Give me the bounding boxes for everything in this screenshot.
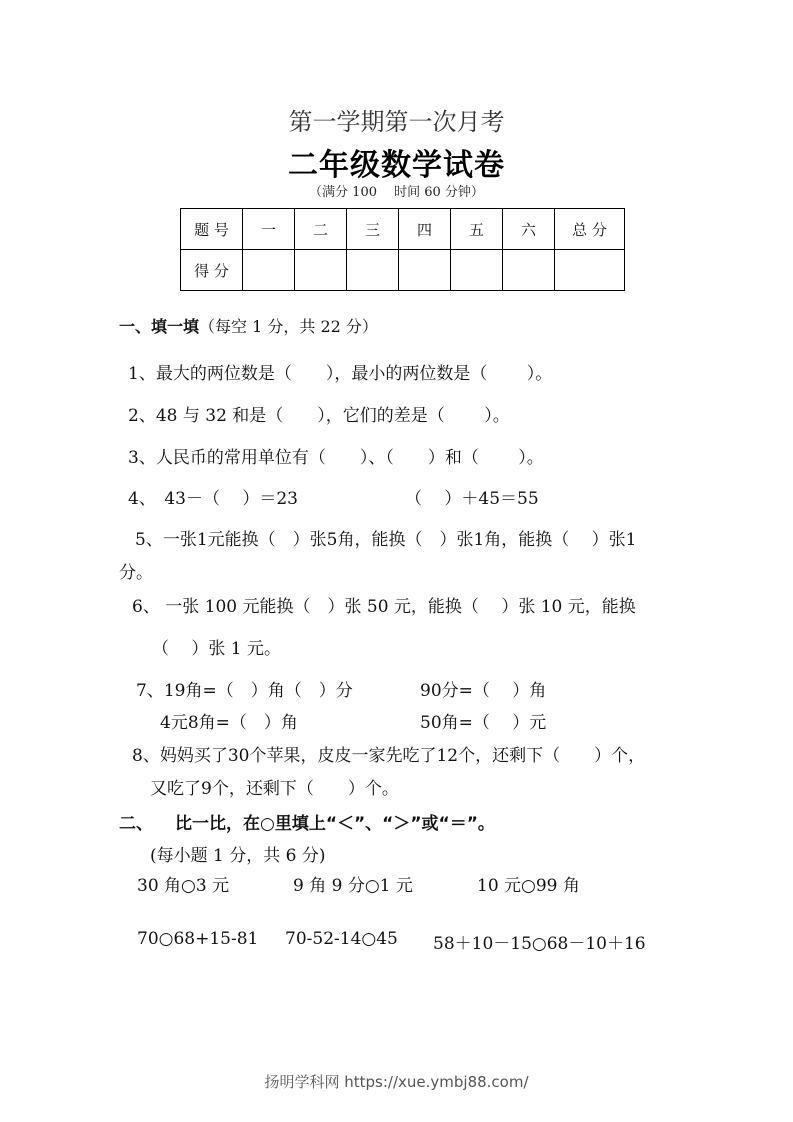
header-cell-1: 一 [243, 209, 295, 250]
question-2: 2、48 与 32 和是（ ），它们的差是（ ）。 [128, 406, 510, 426]
section2-heading-num: 二、 [119, 814, 153, 834]
compare-2-2: 70-52-14○45 [285, 929, 398, 949]
footer-watermark: 扬明学科网 https://xue.ymbj88.com/ [264, 1073, 529, 1091]
header-cell-label: 题 号 [181, 209, 243, 250]
score-row-label: 得 分 [181, 250, 243, 291]
question-4-left: 4、 43－（ ）＝23 [128, 489, 298, 509]
question-7-left2: 4元8角=（ ）角 [160, 713, 298, 733]
section1-heading [119, 314, 378, 337]
compare-2-3: 58＋10－15○68－10＋16 [433, 934, 646, 954]
question-8-line2: 又吃了9个，还剩下（ ）个。 [150, 779, 399, 799]
header-cell-6: 六 [503, 209, 555, 250]
section2-heading-title: 比一比，在○里填上“＜”、“＞”或“＝”。 [175, 814, 495, 834]
section1-heading-note: （每空 1 分，共 22 分） [199, 317, 378, 336]
score-cell-1 [243, 250, 295, 291]
exam-title: 二年级数学试卷 [288, 148, 505, 183]
question-5-line1: 5、一张1元能换（ ）张5角，能换（ ）张1角，能换（ ）张1 [135, 530, 637, 550]
question-7-right2: 50角=（ ）元 [420, 713, 547, 733]
score-cell-4 [399, 250, 451, 291]
score-cell-2 [295, 250, 347, 291]
score-cell-total [555, 250, 625, 291]
compare-1-1: 30 角○3 元 [137, 876, 230, 896]
exam-subtitle: 第一学期第一次月考 [288, 108, 505, 136]
score-cell-6 [503, 250, 555, 291]
header-cell-4: 四 [399, 209, 451, 250]
section1-heading-title: 一、填一填 [119, 317, 200, 336]
section2-note: (每小题 1 分，共 6 分) [150, 846, 326, 866]
question-7-right1: 90分=（ ）角 [420, 681, 547, 701]
compare-1-2: 9 角 9 分○1 元 [293, 876, 413, 896]
question-4-right: （ ）＋45＝55 [405, 489, 539, 509]
question-6-line2: （ ）张 1 元。 [152, 639, 282, 659]
score-table-header-row [181, 209, 625, 250]
question-6-line1: 6、 一张 100 元能换（ ）张 50 元，能换（ ）张 10 元，能换 [132, 597, 636, 617]
question-3: 3、人民币的常用单位有（ ）、（ ）和（ ）。 [128, 448, 544, 468]
header-cell-total: 总 分 [555, 209, 625, 250]
header-cell-3: 三 [347, 209, 399, 250]
score-cell-3 [347, 250, 399, 291]
question-1: 1、最大的两位数是（ ），最小的两位数是（ ）。 [128, 364, 553, 384]
score-table [180, 208, 625, 291]
question-8-line1: 8、妈妈买了30个苹果，皮皮一家先吃了12个，还剩下（ ）个， [132, 746, 646, 766]
compare-1-3: 10 元○99 角 [477, 876, 580, 896]
score-table-score-row [181, 250, 625, 291]
question-5-line2: 分。 [119, 563, 153, 583]
exam-meta: （满分 100 时间 60 分钟） [309, 185, 484, 200]
question-7-left1: 7、19角=（ ）角（ ）分 [136, 681, 353, 701]
section2-heading [119, 809, 495, 834]
compare-2-1: 70○68+15-81 [137, 929, 259, 949]
score-cell-5 [451, 250, 503, 291]
header-cell-2: 二 [295, 209, 347, 250]
header-cell-5: 五 [451, 209, 503, 250]
